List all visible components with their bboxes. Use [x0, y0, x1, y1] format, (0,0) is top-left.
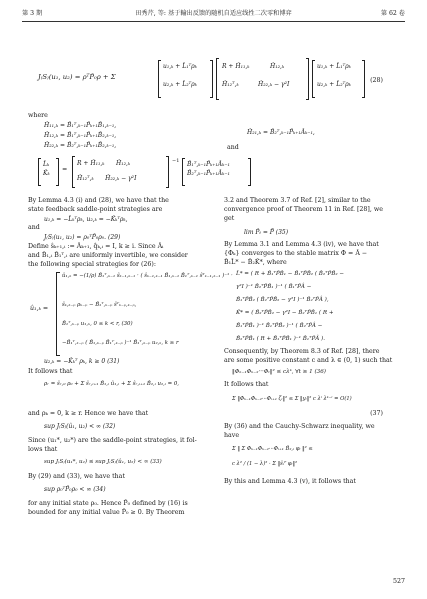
lc-line-7: the following special strategies for (26):: [28, 261, 157, 268]
eq28-m12: Ĥ₁₂,ₖ: [270, 63, 285, 70]
lc-line-4: J₍S₎(u₁, u₂) = ρ₀ᵀP̂₀ρ₀. (29): [44, 234, 121, 241]
lc-line-2: u₁,ₖ = −L̂ₖᵀρₖ, u₂,ₖ = −K̂ₖᵀρₖ,: [44, 216, 128, 223]
paper-title: 田秀芹, 等: 基于輸出反馈的随机自适应线性二次零和博弈: [135, 10, 292, 17]
lc-line-3: and: [28, 224, 40, 231]
lk-mat-bracket-r: [166, 156, 169, 188]
volume-label: 第 62 卷: [380, 10, 405, 17]
lc-line-14: ρᵣ = ŝᵣ,₀ ρ₀ + Σ ŝᵣ,ᵢ₊₁ B̂₁,ᵢ û₁,ᵢ + Σ ŝᵣ,ᵢ₊₁ B̂₂,ᵢ u₂,ᵢ = 0,: [44, 381, 180, 387]
eq28-m11: R + Ĥ₁₁,ₖ: [222, 63, 250, 70]
h21-def: Ĥ₂₁,ₖ = B̂₂ᵀ,ₖ₋₁P̂ₖ₊₁Âₖ₋₁,: [247, 129, 315, 136]
lc-line-18: lows that: [28, 446, 58, 453]
rc-line-23: By this and Lemma 4.3 (v), it follows that: [224, 478, 356, 485]
lc-line-5: Define ŝₖ₊₁,ᵢ := Âₖ₊₁, q̂ₖ,ᵢ = I, k ≥ i. Since Âᵢ: [28, 243, 164, 250]
rc-line-18: (37): [370, 410, 383, 417]
cases-brace: [56, 272, 60, 356]
rc-line-1: convergence proof of Theorem 11 in Ref. [28], we: [224, 206, 384, 213]
lc-line-15: and ρₖ = 0, k ≥ r. Hence we have that: [28, 410, 149, 417]
lc-line-13: It follows that: [28, 368, 73, 375]
eq28-m21: Ĥ₁₂ᵀ,ₖ: [222, 81, 239, 88]
page-number: 527: [392, 578, 405, 585]
eq28-vec4: u₂,ₖ + L̂₂ᵀρₖ: [317, 81, 351, 88]
rc-line-3: lim P̂ₜ = P̃ (35): [244, 229, 289, 236]
lk-rhs-bracket-r: [248, 158, 251, 186]
rc-line-10: K̂* = ( B̂₂ᵀP̃B̂₂ − γ²I − B̂₂ᵀP̃B̂₁ ( R +: [236, 310, 334, 316]
lk-mat-bracket-l: [72, 156, 75, 188]
rc-line-17: Σ ‖Φₖ₋₁Φₖ₋₂···Φᵢ₊₁ ζᵢ‖² ≤ Σ ‖yᵢ‖² c λⁱ λᵏ⁻ⁱ = O(1): [232, 396, 352, 402]
lc-line-16: sup J₍S₎(û₁, u₂) < ∞ (32): [44, 423, 116, 430]
lc-line-12: u₂,ₖ = −K̂ₖᵀ ρₖ, k ≥ 0 (31): [44, 358, 120, 365]
eq28-vec-bracket-left: [312, 60, 315, 98]
eq28-m22: Ĥ₂₂,ₖ − γ²I: [258, 81, 290, 88]
lc-line-21: sup ρ₀ᵀP̂₀ρ₀ < ∞ (34): [44, 486, 106, 493]
issue-label: 第 3 期: [22, 10, 43, 17]
lk-bracket-l: [38, 158, 41, 186]
u1-hat-label: û₁,ₖ =: [30, 305, 49, 312]
eq28-vec2: u₂,ₖ + L̂₂ᵀρₖ: [163, 81, 197, 88]
eq28-vec1: u₁,ₖ + L̂₁ᵀρₖ: [163, 63, 197, 70]
rc-line-5: {Φₖ} converges to the stable matrix Φ = Â −: [224, 250, 368, 257]
rc-line-15: ‖Φₖ₋₁Φₖ₋₂···Φₜ‖² ≤ cλᵏ, ∀t ≥ 1 (36): [232, 369, 326, 375]
and-label: and: [227, 144, 239, 151]
rc-line-8: γ²I )⁻¹ B̂₂ᵀP̃B̂₁ )⁻¹ ( B̂₁ᵀP̃Â −: [236, 284, 312, 290]
rc-line-7: L̂* = ( R + B̂₁ᵀP̃B̂₁ − B̂₁ᵀP̃B̂₂ ( B̂₂ᵀP̃B̂₂ −: [236, 271, 345, 277]
lc-line-22: for any initial state ρ₀. Hence P̂₀ defined by (16) is: [28, 500, 188, 507]
h12-def: Ĥ₁₂,ₖ = B̂₁ᵀ,ₖ₋₁P̂ₖ₊₁B̂₂,ₖ₋₁,: [44, 132, 117, 139]
rc-line-14: are some positive constant c and λ ∈ (0, 1) such that: [224, 357, 393, 364]
lk-inverse: −1: [172, 158, 180, 164]
h22-def: Ĥ₂₂,ₖ = B̂₂ᵀ,ₖ₋₁P̂ₖ₊₁B̂₂,ₖ₋₁,: [44, 142, 117, 149]
lk-lhs: L̂ₖ K̂ₖ: [43, 161, 50, 177]
eq28-number: (28): [370, 77, 383, 84]
lc-line-20: By (29) and (33), we have that: [28, 473, 125, 480]
lk-rhs: B̂₁ᵀ,ₖ₋₁P̂ₖ₊₁Âₖ₋₁ B̂₂ᵀ,ₖ₋₁P̂ₖ₊₁Âₖ₋₁: [187, 161, 230, 177]
rc-line-20: have: [224, 432, 240, 439]
lc-line-19: sup J₍S₎(u₁*, u₂) ≤ sup J₍S₎(û₁, u₂) < ∞ (33): [44, 459, 162, 465]
lc-line-11: −B̂₁ᵀ,ₖ₋ₚ ( B̂₁,ₖ₋ₚ B̂₁ᵀ,ₖ₋ₚ )⁻¹ B̂₁ᵀ,ₖ₋ₚ u₂,ₖ, k ≥ r: [62, 340, 179, 346]
running-header: [22, 8, 405, 20]
eq28-bracket-left: [158, 60, 161, 98]
rc-line-16: It follows that: [224, 381, 269, 388]
lk-mat-r2: Ĥ₁₂ᵀ,ₖ Ĥ₂₂,ₖ − γ²I: [77, 175, 137, 182]
lk-mat-r1: R + Ĥ₁₁,ₖ Ĥ₁₂,ₖ: [77, 160, 131, 167]
lk-bracket-r: [56, 158, 59, 186]
rc-line-11: B̂₁ᵀP̃B̂₁ )⁻¹ B̂₁ᵀP̃B̂₂ )⁻¹ ( B̂₂ᵀP̃Â −: [236, 323, 323, 329]
eq28-lhs: J₍S₎(u₁, u₂) = ρᵀP̂₀ρ + Σ: [38, 73, 116, 81]
lc-line-8: û₁,ₖ = −(1/ρ) B̂₁ᵀ,ₖ₋₁ ŝₖ₋₁,ₖ₋₁ · ( ŝₖ₋₁,ₖ₋₁ B̂₁,ₖ₋₁ B̂₁ᵀ,ₖ₋₁ ŝᵀₖ₋₁,ₖ₋₁ )⁻¹ ·: [62, 273, 233, 279]
lc-line-0: By Lemma 4.3 (i) and (28), we have that the: [28, 197, 169, 204]
eq28-mat-bracket-left: [216, 58, 219, 100]
lc-line-10: B̂₁ᵀ,ₖ₋ₚ u₁,ₖ, 0 ≤ k < r, (30): [62, 321, 133, 327]
rc-line-2: get: [224, 215, 235, 222]
rc-line-0: 3.2 and Theorem 3.7 of Ref. [2], similar to the: [224, 197, 371, 204]
rc-line-6: B̂₁L̂* − B̂₂K̂*, where: [224, 259, 287, 266]
eq28-mat-bracket-right: [306, 58, 309, 100]
rc-line-21: Σ ‖ Σ Φₖ₋₁Φₖ₋₂···Φᵢ₊₁ B̂₂,ᵢ φᵢ ‖² ≤: [232, 446, 313, 452]
lc-line-23: bounded for any initial value P̂₀ ≥ 0. By Theorem: [28, 509, 185, 516]
rc-line-19: By (36) and the Cauchy-Schwarz inequality, we: [224, 423, 375, 430]
lc-line-9: ŝₖ,ₖ₋ₚ ρₖ₋ₚ − B̂₁ᵀ,ₖ₋ₚ ŝᵀₖ₋ₚ,ₖ₋ₚ,: [62, 302, 137, 308]
eq28-vec-bracket-right: [362, 60, 365, 98]
rc-line-4: By Lemma 3.1 and Lemma 4.3 (iv), we have that: [224, 241, 379, 248]
lk-equals: =: [62, 166, 68, 173]
rc-line-9: B̂₁ᵀP̃B̂₂ ( B̂₂ᵀP̃B̂₂ − γ²I )⁻¹ B̂₂ᵀP̃Â ),: [236, 297, 329, 303]
lc-line-17: Since (u₁*, u₂*) are the saddle-point strategies, it fol-: [28, 437, 197, 444]
lc-line-1: state feedback saddle-point strategies are: [28, 206, 163, 213]
where-label: where: [28, 112, 48, 119]
lk-rhs-bracket-l: [182, 158, 185, 186]
lc-line-6: and B̂₁,ᵢ B̂₁ᵀ,ᵢ are uniformly invertible, we consider: [28, 252, 188, 259]
rc-line-13: Consequently, by Theorem 8.3 of Ref. [28], there: [224, 348, 380, 355]
eq28-vec3: u₁,ₖ + L̂₁ᵀρₖ: [317, 63, 351, 70]
rc-line-12: B̂₂ᵀP̃B̂₁ ( R + B̂₁ᵀP̃B̂₁ )⁻¹ B̂₁ᵀP̃Â ).: [236, 336, 326, 342]
eq28-bracket-right: [210, 60, 213, 98]
header-rule: [22, 21, 405, 22]
h11-def: Ĥ₁₁,ₖ = B̂₁ᵀ,ₖ₋₁P̂ₖ₊₁B̂₁,ₖ₋₁,: [44, 122, 117, 129]
rc-line-22: c λ² / (1 − λ)² · Σ ‖ŝᵢᵀ φᵢ‖²: [232, 461, 298, 467]
